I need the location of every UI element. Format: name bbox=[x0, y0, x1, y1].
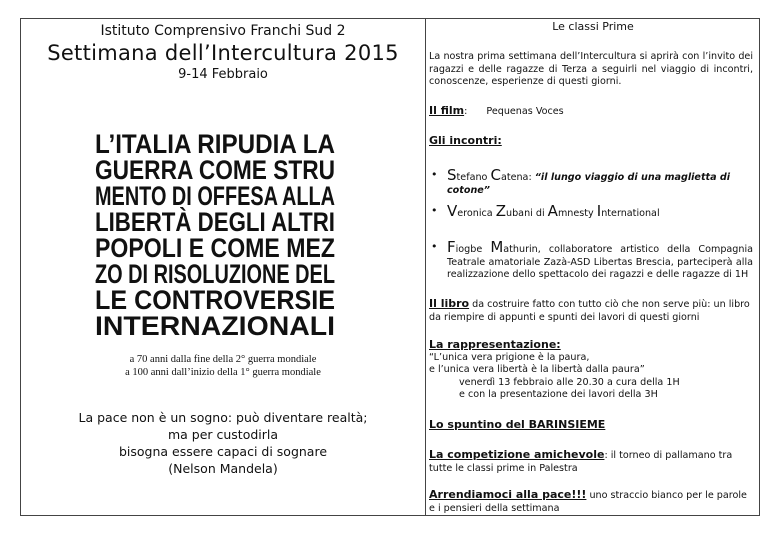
film-heading: Il film bbox=[429, 104, 465, 117]
initial-letter: V bbox=[447, 202, 458, 220]
rapp-line-2: e l’unica vera libertà è la libertà dalla paura” bbox=[429, 364, 645, 375]
name-part: mnesty bbox=[557, 208, 597, 219]
poster-line: MENTO DI OFFESA ALLA bbox=[95, 181, 335, 211]
initial-letter: F bbox=[447, 238, 456, 256]
rapp-line-3: venerdì 13 febbraio alle 20.30 a cura della 1H bbox=[459, 376, 680, 388]
anniversary-line-1: a 70 anni dalla fine della 2° guerra mondiale bbox=[129, 354, 317, 365]
spuntino-heading: Lo spuntino del BARINSIEME bbox=[429, 418, 606, 431]
incontri-heading-line bbox=[429, 135, 753, 149]
arrendiamoci-text: uno straccio bianco per le parole e i pensieri della settimana bbox=[429, 490, 747, 514]
poster-line: POPOLI E COME MEZ bbox=[95, 233, 335, 263]
libro-text: da costruire fatto con tutto ciò che non serve più: un libro da riempire di appunti e spunti dei lavori di questi giorni bbox=[429, 299, 750, 323]
poster-line: L’ITALIA RIPUDIA LA bbox=[95, 129, 335, 159]
rapp-line-1: “L’unica vera prigione è la paura, bbox=[429, 351, 590, 363]
bullet-icon: • bbox=[431, 204, 438, 217]
name-part: atena: bbox=[500, 172, 535, 183]
rapp-line-4: e con la presentazione dei lavori della 3H bbox=[459, 389, 658, 400]
flyer-sheet bbox=[20, 18, 760, 516]
right-title: Le classi Prime bbox=[552, 20, 634, 33]
name-part: eronica bbox=[457, 208, 496, 219]
anniversary-line-2: a 100 anni dall’inizio della 1° guerra mondiale bbox=[125, 367, 321, 378]
anniversary-text bbox=[21, 353, 425, 379]
name-part: nternational bbox=[601, 208, 660, 219]
arrendiamoci-heading: Arrendiamoci alla pace!!! bbox=[429, 488, 587, 501]
initial-letter: Z bbox=[495, 202, 507, 220]
arrendiamoci-paragraph bbox=[429, 489, 753, 515]
constitution-poster bbox=[95, 129, 386, 341]
incontri-heading: Gli incontri: bbox=[429, 134, 502, 147]
bullet-icon: • bbox=[431, 240, 438, 253]
film-title: Pequenas Voces bbox=[486, 106, 564, 117]
quote-line-1: La pace non è un sogno: può diventare realtà; bbox=[78, 410, 368, 425]
initial-letter: C bbox=[490, 166, 501, 184]
initial-letter: I bbox=[596, 202, 602, 220]
incontro-3 bbox=[431, 238, 754, 282]
incontro-1 bbox=[431, 166, 753, 197]
mandela-quote bbox=[21, 409, 425, 477]
poster-line: INTERNAZIONALI bbox=[95, 311, 335, 341]
rappresentazione-heading: La rappresentazione: bbox=[429, 338, 561, 351]
incontro-3-text: athurin, collaboratore artistico della Compagnia Teatrale amatoriale Zazà-ASD Libertas Brescia, parteciperà alla realizzazione dello spettacolo dei ragazzi e delle ragazze di 1H bbox=[447, 244, 754, 280]
right-column bbox=[427, 19, 759, 515]
competizione-paragraph bbox=[429, 449, 753, 475]
event-dates: 9-14 Febbraio bbox=[178, 67, 268, 82]
quote-line-2: ma per custodirla bbox=[167, 427, 279, 442]
film-line: Il film: Pequenas Voces bbox=[429, 104, 564, 117]
initial-letter: A bbox=[547, 202, 558, 220]
left-column bbox=[21, 19, 425, 515]
column-divider bbox=[425, 19, 426, 515]
name-part: iogbe bbox=[455, 244, 491, 255]
quote-line-3: bisogna essere capaci di sognare bbox=[118, 444, 328, 459]
bullet-icon: • bbox=[431, 168, 438, 181]
libro-heading: Il libro bbox=[429, 297, 470, 310]
poster-line: LIBERTÀ DEGLI ALTRI bbox=[95, 207, 386, 237]
poster-line: ZO DI RISOLUZIONE DEL bbox=[95, 259, 335, 289]
event-title: Settimana dell’Intercultura 2015 bbox=[47, 41, 399, 65]
competizione-text: : il torneo di pallamano tra tutte le classi prime in Palestra bbox=[429, 450, 733, 474]
incontro-1-title: “il lungo viaggio di una maglietta di cotone” bbox=[447, 172, 731, 196]
intro-paragraph: La nostra prima settimana dell’Intercultura si aprirà con l’invito dei ragazzi e delle ragazze di Terza a seguirli nel viaggio di incontri, conoscenze, esperienze di questi giorni. bbox=[429, 51, 753, 87]
name-part: tefano bbox=[456, 172, 491, 183]
rappresentazione-block bbox=[429, 339, 753, 402]
name-part: ubani di bbox=[506, 208, 548, 219]
incontro-2 bbox=[431, 202, 753, 221]
spuntino-line bbox=[429, 419, 753, 433]
quote-author: (Nelson Mandela) bbox=[168, 461, 278, 476]
libro-paragraph bbox=[429, 298, 753, 324]
initial-letter: M bbox=[490, 238, 504, 256]
school-name: Istituto Comprensivo Franchi Sud 2 bbox=[100, 23, 346, 39]
competizione-heading: La competizione amichevole bbox=[429, 448, 605, 461]
initial-letter: S bbox=[447, 166, 457, 184]
poster-line: LE CONTROVERSIE bbox=[95, 285, 335, 315]
poster-line: GUERRA COME STRU bbox=[95, 155, 335, 185]
